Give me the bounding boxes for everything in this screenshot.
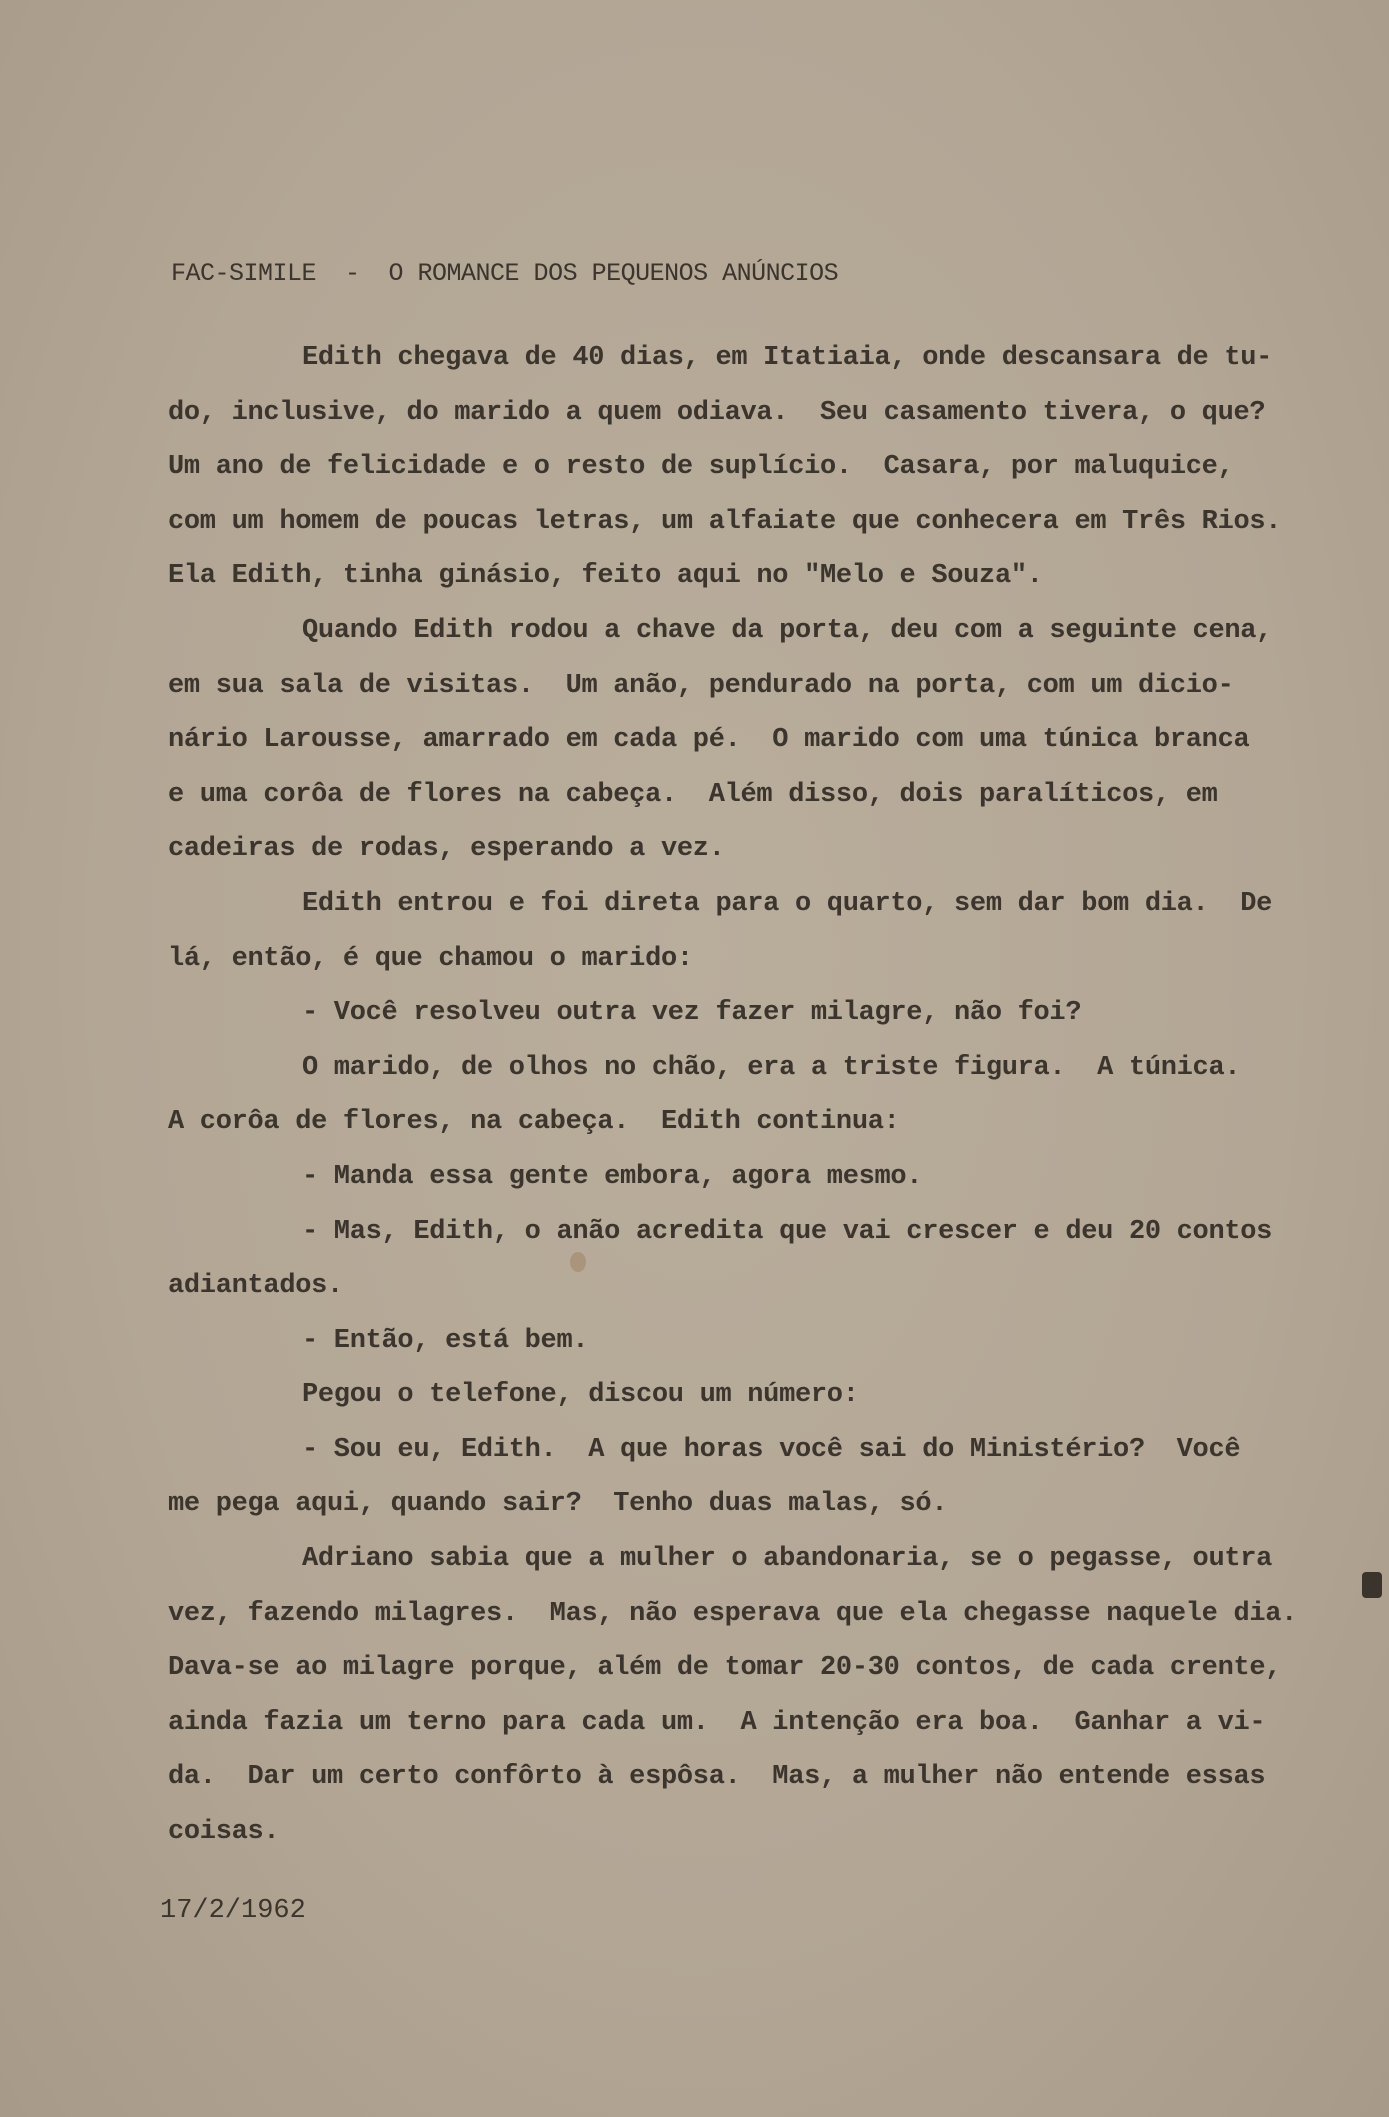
paper-stain — [1362, 1572, 1382, 1598]
text-line: Um ano de felicidade e o resto de suplício. Casara, por maluquice, — [168, 452, 1234, 483]
text-line: cadeiras de rodas, esperando a vez. — [168, 834, 725, 865]
text-line: O marido, de olhos no chão, era a triste figura. A túnica. — [302, 1052, 1241, 1083]
text-line: - Sou eu, Edith. A que horas você sai do Ministério? Você — [302, 1434, 1241, 1465]
text-line: Edith chegava de 40 dias, em Itatiaia, onde descansara de tu- — [302, 343, 1273, 373]
text-line: - Manda essa gente embora, agora mesmo. — [302, 1161, 923, 1192]
text-line: - Então, está bem. — [302, 1325, 589, 1356]
text-line: Ela Edith, tinha ginásio, feito aqui no "Melo e Souza". — [168, 561, 1043, 592]
text-line: Edith entrou e foi direta para o quarto, sem dar bom dia. De — [302, 888, 1273, 919]
text-line: e uma corôa de flores na cabeça. Além disso, dois paralíticos, em — [168, 779, 1218, 810]
text-line: coisas. — [168, 1817, 280, 1848]
document-title: FAC-SIMILE - O ROMANCE DOS PEQUENOS ANÚNCIOS — [171, 259, 839, 288]
text-line: - Mas, Edith, o anão acredita que vai crescer e deu 20 contos — [302, 1216, 1273, 1247]
text-line: A corôa de flores, na cabeça. Edith continua: — [168, 1107, 900, 1138]
text-line: adiantados. — [168, 1271, 343, 1302]
text-line: me pega aqui, quando sair? Tenho duas malas, só. — [168, 1489, 948, 1520]
text-line: Dava-se ao milagre porque, além de tomar 20-30 contos, de cada crente, — [168, 1653, 1282, 1684]
text-line: da. Dar um certo confôrto à espôsa. Mas, a mulher não entende essas — [168, 1762, 1266, 1793]
text-line: Quando Edith rodou a chave da porta, deu com a seguinte cena, — [302, 615, 1273, 646]
text-line: Pegou o telefone, discou um número: — [302, 1380, 859, 1411]
text-line: do, inclusive, do marido a quem odiava. Seu casamento tivera, o que? — [168, 397, 1266, 428]
document-date: 17/2/1962 — [160, 1896, 306, 1926]
text-line: com um homem de poucas letras, um alfaiate que conhecera em Três Rios. — [168, 506, 1282, 537]
text-line: ainda fazia um terno para cada um. A intenção era boa. Ganhar a vi- — [168, 1707, 1266, 1738]
text-line: - Você resolveu outra vez fazer milagre, não foi? — [302, 998, 1082, 1029]
text-line: em sua sala de visitas. Um anão, pendurado na porta, com um dicio- — [168, 670, 1234, 701]
document-body — [168, 331, 1358, 1860]
text-line: nário Larousse, amarrado em cada pé. O marido com uma túnica branca — [168, 725, 1250, 756]
text-line: Adriano sabia que a mulher o abandonaria, se o pegasse, outra — [302, 1544, 1273, 1575]
text-line: vez, fazendo milagres. Mas, não esperava que ela chegasse naquele dia. — [168, 1598, 1298, 1629]
text-line: lá, então, é que chamou o marido: — [168, 943, 693, 974]
